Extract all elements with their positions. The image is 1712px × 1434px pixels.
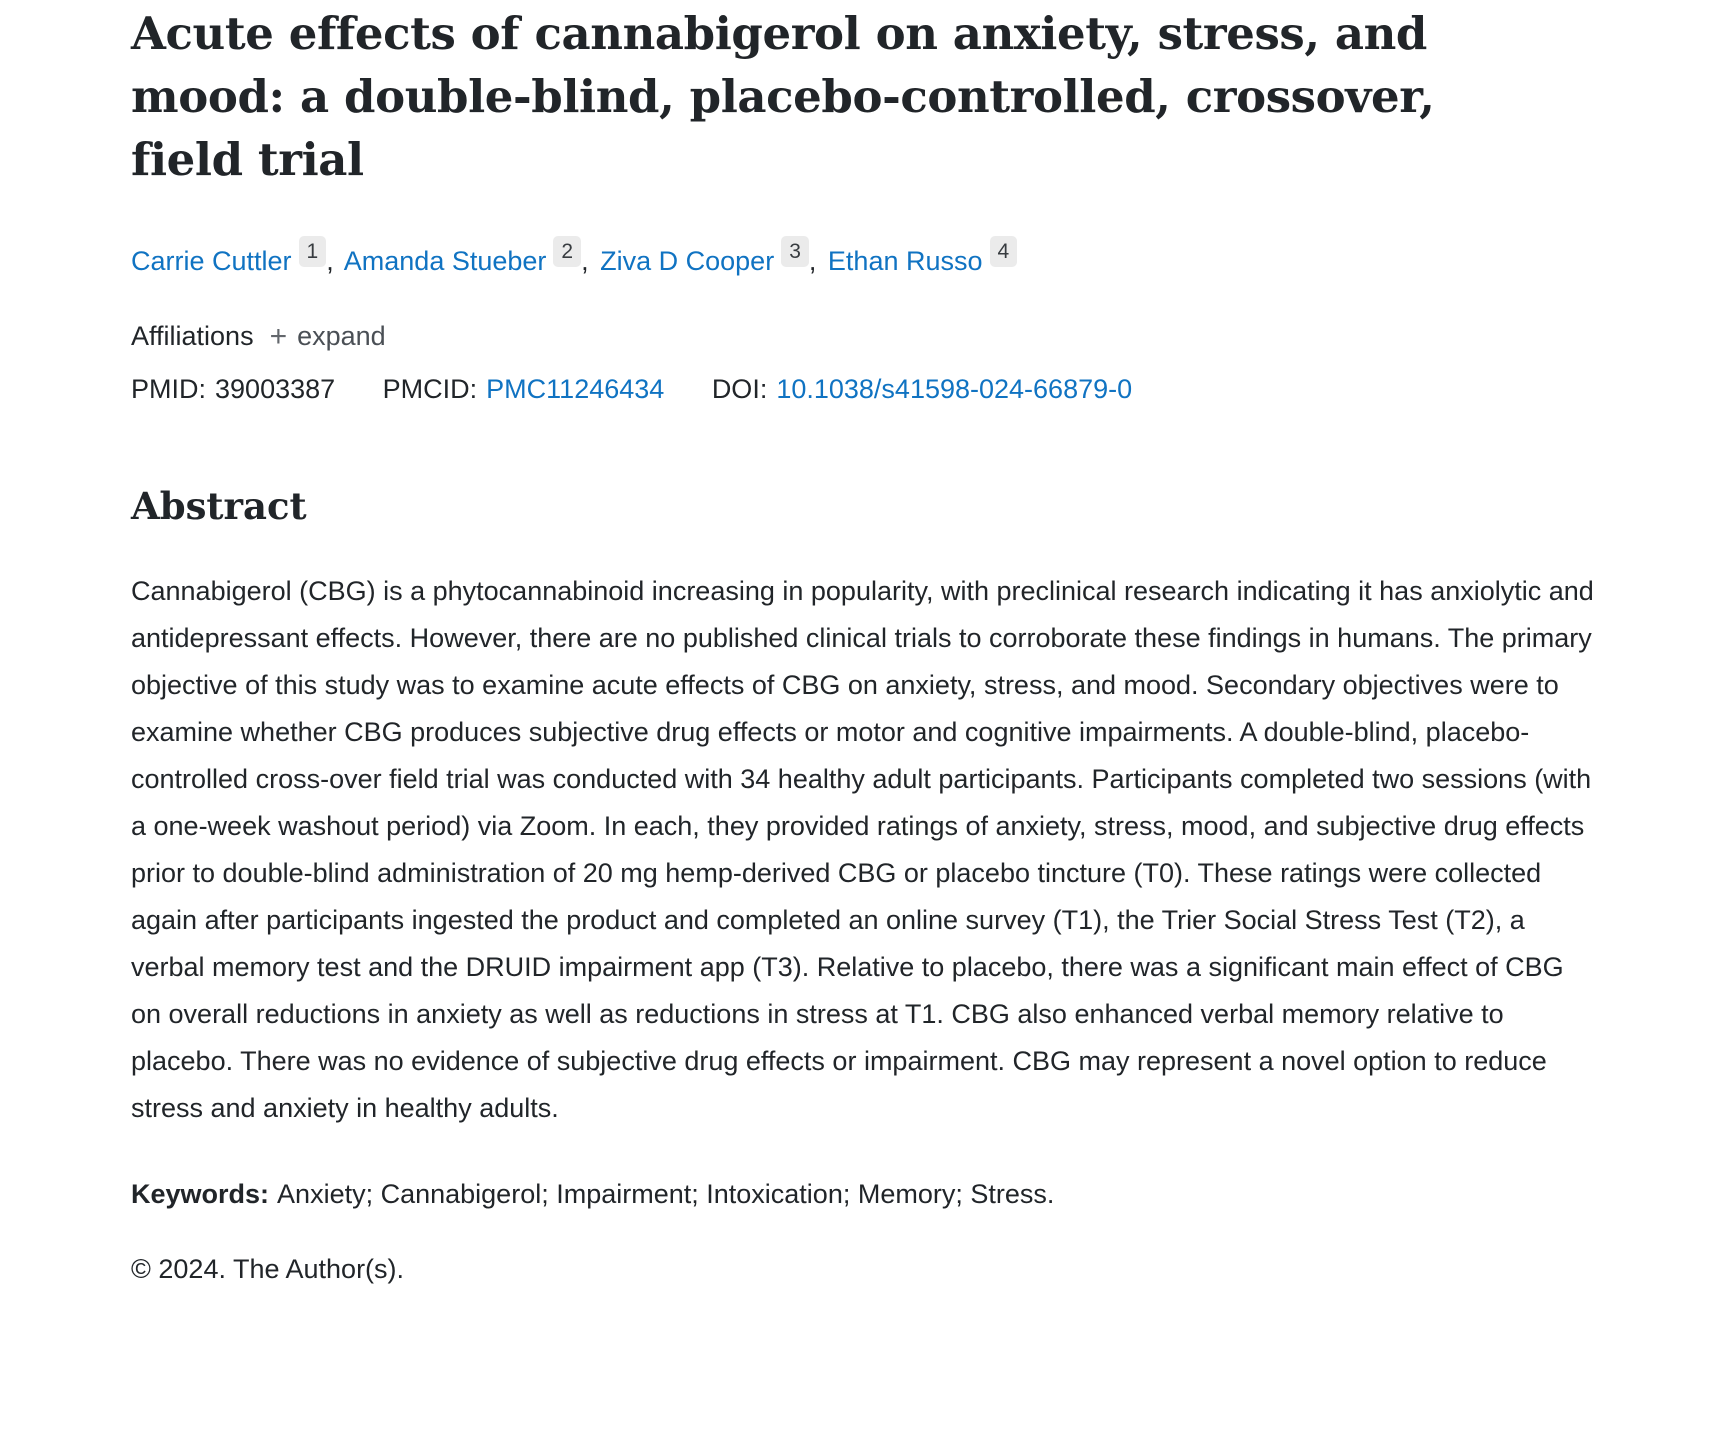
pmcid-item bbox=[383, 374, 665, 404]
affiliation-number-badge[interactable]: 1 bbox=[299, 236, 327, 267]
affiliations-expand-label: expand bbox=[297, 321, 386, 351]
plus-icon: + bbox=[269, 319, 288, 353]
author-link[interactable]: Ethan Russo bbox=[827, 246, 983, 276]
author bbox=[343, 240, 600, 276]
pmid-item bbox=[131, 374, 335, 404]
affiliations-expand-button[interactable] bbox=[270, 321, 386, 352]
author-separator: , bbox=[808, 246, 817, 276]
author-separator: , bbox=[326, 246, 334, 276]
pmid-value: 39003387 bbox=[215, 374, 336, 404]
pmid-label: PMID: bbox=[131, 374, 207, 404]
author-link[interactable]: Amanda Stueber bbox=[343, 246, 547, 276]
affiliation-number-badge[interactable]: 2 bbox=[553, 236, 581, 267]
author-separator: , bbox=[581, 246, 589, 276]
keywords-line bbox=[131, 1174, 1594, 1214]
doi-link[interactable]: 10.1038/s41598-024-66879-0 bbox=[776, 374, 1133, 404]
keywords-label: Keywords: bbox=[131, 1179, 270, 1209]
pmcid-link[interactable]: PMC11246434 bbox=[486, 374, 665, 404]
doi-label: DOI: bbox=[711, 374, 768, 404]
pmcid-label: PMCID: bbox=[382, 374, 478, 404]
author bbox=[600, 240, 828, 276]
authors-line bbox=[131, 241, 1594, 281]
abstract-heading: Abstract bbox=[131, 484, 307, 528]
affiliation-number-badge[interactable]: 3 bbox=[781, 236, 809, 267]
affiliations-label: Affiliations bbox=[131, 321, 254, 351]
affiliations-row bbox=[131, 321, 1594, 352]
doi-item bbox=[712, 374, 1132, 404]
keywords-text: Anxiety; Cannabigerol; Impairment; Intoxication; Memory; Stress. bbox=[277, 1179, 1055, 1209]
article-title: Acute effects of cannabigerol on anxiety, stress, and mood: a double-blind, placebo-controlled, crossover, field trial bbox=[131, 7, 1435, 186]
author-link[interactable]: Carrie Cuttler bbox=[131, 246, 292, 276]
author bbox=[131, 240, 344, 276]
identifiers-row bbox=[131, 370, 1594, 408]
abstract-text: Cannabigerol (CBG) is a phytocannabinoid increasing in popularity, with preclinical research indicating it has anxiolytic and antidepressant effects. However, there are no published clinical trials to corroborate these findings in humans. The primary objective of this study was to examine acute effects of CBG on anxiety, stress, and mood. Secondary objectives were to examine whether CBG produces subjective drug effects or motor and cognitive impairments. A double-blind, placebo-controlled cross-over field trial was conducted with 34 healthy adult participants. Participants completed two sessions (with a one-week washout period) via Zoom. In each, they provided ratings of anxiety, stress, mood, and subjective drug effects prior to double-blind administration of 20 mg hemp-derived CBG or placebo tincture (T0). These ratings were collected again after participants ingested the product and completed an online survey (T1), the Trier Social Stress Test (T2), a verbal memory test and the DRUID impairment app (T3). Relative to placebo, there was a significant main effect of CBG on overall reductions in anxiety as well as reductions in stress at T1. CBG also enhanced verbal memory relative to placebo. There was no evidence of subjective drug effects or impairment. CBG may represent a novel option to reduce stress and anxiety in healthy adults. bbox=[131, 576, 1594, 1123]
author-link[interactable]: Ziva D Cooper bbox=[600, 246, 775, 276]
affiliation-number-badge[interactable]: 4 bbox=[990, 236, 1018, 267]
copyright-notice: © 2024. The Author(s). bbox=[131, 1254, 405, 1284]
author bbox=[827, 240, 1021, 276]
